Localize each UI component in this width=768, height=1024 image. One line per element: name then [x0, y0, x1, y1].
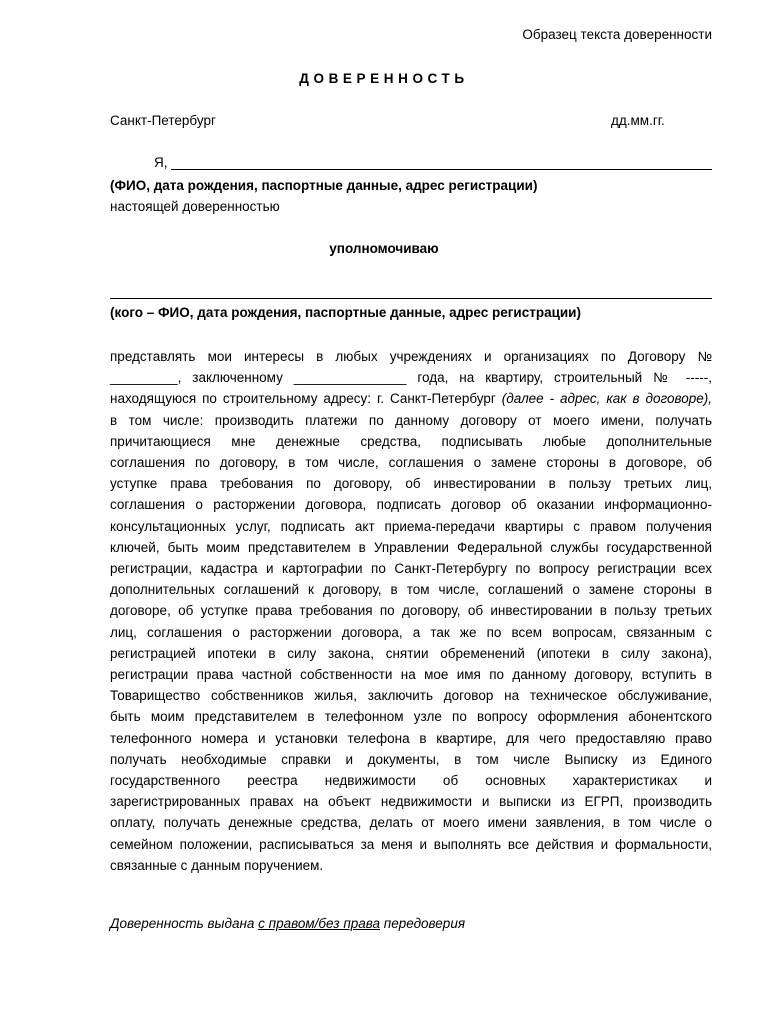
delegation-suffix: передоверия — [380, 916, 466, 931]
authorize-heading: уполномочиваю — [329, 241, 439, 256]
body-line: соглашения по договору, в том числе, соглашения о замене стороны в договоре, об — [110, 455, 712, 471]
body-line: оплату, получать денежные средства, делать от моего имени заявления, в том числе о — [110, 815, 712, 831]
body-line: регистрацией ипотеки в силу закона, снятии обременений (ипотеки в силу закона), — [110, 645, 712, 661]
body-line: причитающиеся мне денежные средства, подписывать любые дополнительные — [110, 433, 712, 449]
body-line: быть моим представителем в телефонном узле по вопросу оформления абонентского — [110, 709, 712, 725]
address-note: (далее - адрес, как в договоре), — [501, 391, 712, 407]
principal-fill-line — [171, 156, 713, 170]
body-line: регистрации, кадастра и картографии по Санкт-Петербургу по вопросу регистрации всех — [110, 561, 712, 577]
principal-prefix: Я, — [154, 155, 168, 170]
principal-line — [154, 155, 712, 170]
city: Санкт-Петербург — [110, 113, 216, 128]
body-line: в том числе: производить платежи по данному договору от моего имени, получать — [110, 412, 712, 428]
powers-paragraph — [110, 346, 712, 876]
body-line: Товарищество собственников жилья, заключить договор на техническое обслуживание, — [110, 688, 712, 704]
body-line: соглашения о расторжении договора, подписать договор об оказании информационно- — [110, 497, 712, 513]
body-line: регистрации права частной собственности на мое имя по данному договору, вступить в — [110, 667, 712, 683]
body-line-address-text: находящуюся по строительному адресу: г. Санкт-Петербург — [110, 391, 502, 407]
body-line: договоре, об уступке права требования по договору, об инвестировании в пользу третьих — [110, 603, 712, 619]
body-line: консультационных услуг, подписать акт приема-передачи квартиры с правом получения — [110, 518, 712, 534]
delegation-options: с правом/без права — [258, 916, 381, 931]
body-line: зарегистрированных правах на объект недвижимости и выписки из ЕГРП, производить — [110, 794, 712, 810]
date-placeholder: дд.мм.гг. — [611, 113, 665, 128]
body-line: телефонного номера и установки телефона в квартире, для чего предоставляю право — [110, 730, 712, 746]
agent-hint: (кого – ФИО, дата рождения, паспортные данные, адрес регистрации) — [110, 305, 581, 320]
body-line: связанные с данным поручением. — [110, 857, 324, 873]
body-line: уступке права требования по договору, об инвестировании в пользу третьих лиц, — [110, 476, 712, 492]
body-line: получать необходимые справки и документы, в том числе Выписку из Единого — [110, 751, 712, 767]
body-line: дополнительных соглашений к договору, в том числе, соглашений о замене стороны в — [110, 582, 712, 598]
sample-caption: Образец текста доверенности — [522, 27, 712, 42]
body-line: _________, заключенному _______________ года, на квартиру, строительный № -----, — [110, 370, 712, 386]
body-line-address — [110, 388, 712, 409]
body-line: семейном положении, расписываться за меня и выполнять все действия и формальности, — [110, 836, 712, 852]
document-title: ДОВЕРЕННОСТЬ — [299, 71, 469, 86]
agent-fill-line — [110, 298, 712, 299]
body-line: лиц, соглашения о расторжении договора, а так же по всем вопросам, связанным с — [110, 624, 712, 640]
body-line: государственного реестра недвижимости об основных характеристиках и — [110, 773, 712, 789]
delegation-note — [110, 916, 465, 931]
delegation-prefix: Доверенность выдана — [110, 916, 259, 931]
by-this-text: настоящей доверенностью — [110, 199, 280, 214]
body-line: ключей, быть моим представителем в Управлении Федеральной службы государственной — [110, 539, 712, 555]
principal-hint: (ФИО, дата рождения, паспортные данные, адрес регистрации) — [110, 178, 538, 193]
body-line: представлять мои интересы в любых учреждениях и организациях по Договору № — [110, 349, 712, 364]
